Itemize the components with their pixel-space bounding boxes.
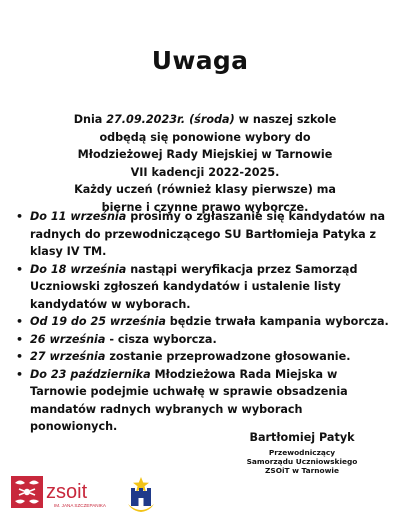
school-logo [10,474,122,510]
intro-date: 27.09.2023r. (środa) [106,113,235,126]
intro-line-2: odbędą się ponowione wybory do [99,130,311,144]
intro-line-5: Każdy uczeń (również klasy pierwsze) ma [74,183,336,196]
intro-paragraph [60,111,350,216]
school-wordmark: zsoit [46,481,88,503]
bullet-icon: • [16,332,24,346]
list-item-date: Do 11 września [30,210,127,223]
bullet-icon: • [16,315,24,328]
city-crest [122,474,160,514]
school-subtitle: IM. JANA SZCZEPANIKA [54,503,106,508]
bullet-icon: • [16,350,24,363]
list-item-date: Do 23 października [30,367,151,381]
list-item-text: będzie trwała kampania wyborcza. [165,315,389,328]
signature-name: Bartłomiej Patyk [249,431,355,444]
bullet-icon: • [16,210,24,223]
list-item-date: 27 września [30,350,106,363]
bullet-icon: • [16,262,24,276]
list-item-date: 26 września [30,332,106,346]
schedule-list [16,208,390,436]
city-crest-icon [128,477,154,512]
list-item-text: nastąpi weryfikacja przez Samorząd Uczniowski zgłoszeń kandydatów i ustalenie listy kandydatów w wyborach. [30,262,358,311]
list-item-text: - cisza wyborcza. [105,332,217,346]
list-item [16,208,390,261]
intro-line-3: Młodzieżowej Rady Miejskiej w Tarnowie [77,148,333,161]
intro-line-6: bierne i czynne prawo wyborcze. [101,200,309,214]
page-title: Uwaga [151,46,249,75]
signature-block [234,430,370,475]
signature-role-line-3: ZSOiT w Tarnowie [265,466,339,475]
list-item-text: prosimy o zgłaszanie się kandydatów na radnych do przewodniczącego SU Bartłomieja Patyka z klasy IV TM. [30,210,386,258]
list-item-text: zostanie przeprowadzone głosowanie. [105,350,351,363]
list-item [16,331,390,349]
signature-role-line-1: Przewodniczący [268,448,336,457]
school-hands-logo-icon [11,476,43,508]
list-item-text: Młodzieżowa Rada Miejska w Tarnowie podejmie uchwałę w sprawie obsadzenia mandatów radnych wybranych w wyborach ponowionych. [30,367,348,433]
list-item [16,366,390,436]
bullet-icon: • [16,367,24,381]
list-item [16,261,390,314]
intro-line-1 [60,111,350,129]
intro-line-1-rest: w naszej szkole [234,113,337,126]
signature-role [234,448,370,475]
intro-line-4: VII kadencji 2022-2025. [130,165,280,179]
list-item [16,348,390,366]
list-item-date: Do 18 września [30,262,127,276]
list-item [16,313,390,331]
intro-prefix: Dnia [73,113,107,126]
signature-role-line-2: Samorządu Uczniowskiego [246,457,358,466]
list-item-date: Od 19 do 25 września [30,315,166,328]
